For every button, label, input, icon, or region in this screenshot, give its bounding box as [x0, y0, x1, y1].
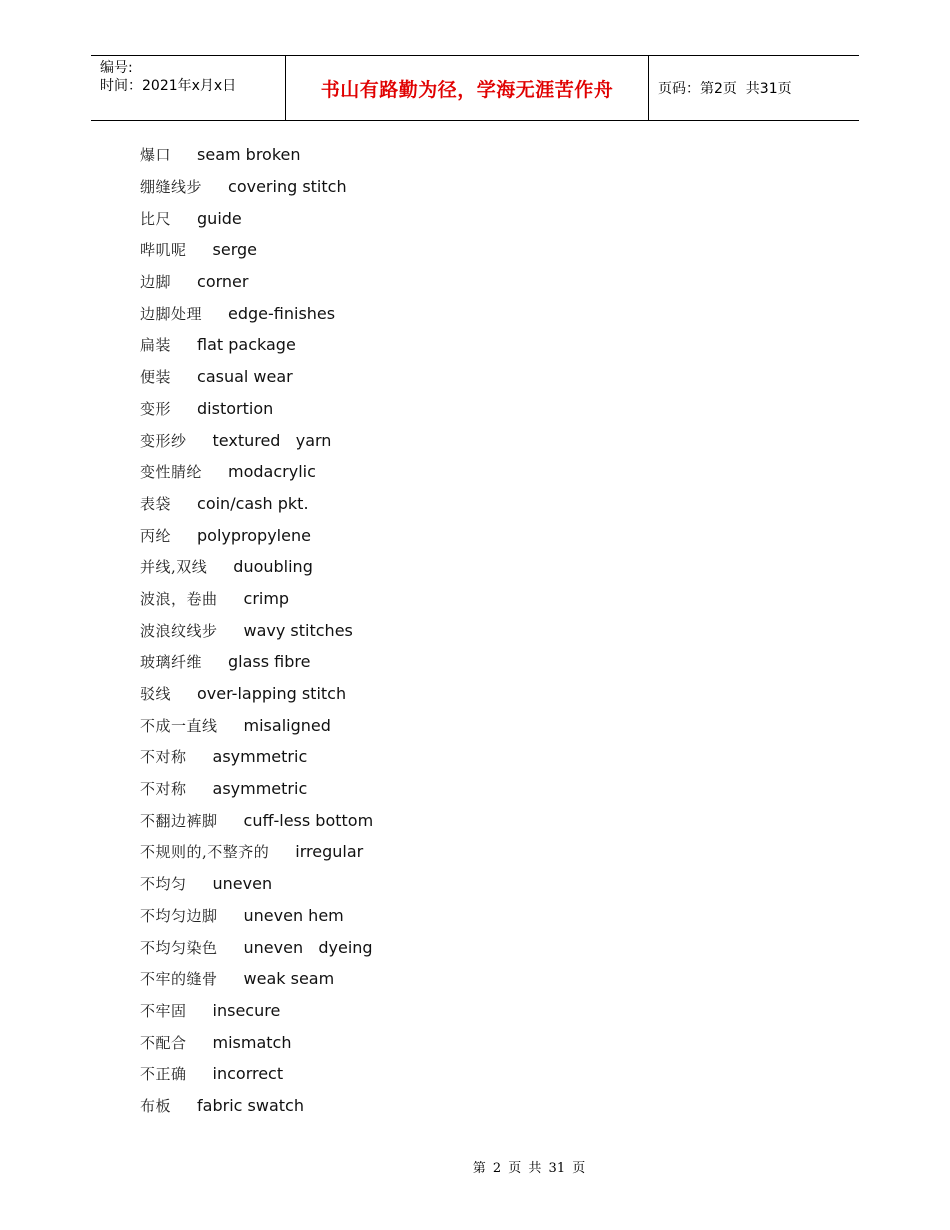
entry-english-term: corner: [197, 272, 249, 292]
entry-chinese-term: 不规则的,不整齐的: [140, 843, 270, 862]
header-page-info: [649, 56, 859, 120]
entry-english-term: seam broken: [197, 145, 301, 165]
glossary-entry: [140, 551, 373, 583]
glossary-entry: [140, 266, 373, 298]
glossary-entry: [140, 709, 373, 741]
glossary-entry: [140, 297, 373, 329]
entry-chinese-term: 不均匀: [140, 875, 187, 894]
glossary-entry: [140, 614, 373, 646]
entry-chinese-term: 便装: [140, 368, 172, 387]
glossary-entry: [140, 836, 373, 868]
entry-chinese-term: 驳线: [140, 685, 172, 704]
glossary-list: [140, 139, 373, 1121]
glossary-entry: [140, 963, 373, 995]
entry-chinese-term: 不正确: [140, 1065, 187, 1084]
entry-chinese-term: 边脚处理: [140, 304, 203, 323]
entry-chinese-term: 波浪，卷曲: [140, 589, 218, 608]
entry-english-term: uneven dyeing: [243, 937, 373, 957]
glossary-entry: [140, 171, 373, 203]
entry-chinese-term: 表袋: [140, 494, 172, 513]
entry-chinese-term: 边脚: [140, 273, 172, 292]
entry-english-term: guide: [197, 208, 242, 228]
entry-english-term: covering stitch: [228, 177, 347, 197]
entry-chinese-term: 哔叽呢: [140, 241, 187, 260]
glossary-entry: [140, 234, 373, 266]
entry-chinese-term: 布板: [140, 1096, 172, 1115]
entry-english-term: asymmetric: [212, 779, 308, 799]
entry-chinese-term: 不牢固: [140, 1001, 187, 1020]
glossary-entry: [140, 1026, 373, 1058]
glossary-entry: [140, 995, 373, 1027]
glossary-entry: [140, 202, 373, 234]
entry-chinese-term: 不配合: [140, 1033, 187, 1052]
entry-chinese-term: 不均匀边脚: [140, 906, 218, 925]
glossary-entry: [140, 868, 373, 900]
entry-chinese-term: 不成一直线: [140, 716, 218, 735]
entry-chinese-term: 丙纶: [140, 526, 172, 545]
glossary-entry: [140, 139, 373, 171]
entry-english-term: insecure: [212, 1000, 281, 1020]
entry-chinese-term: 变形: [140, 399, 172, 418]
entry-chinese-term: 不均匀染色: [140, 938, 218, 957]
header-meta: [91, 56, 286, 120]
page-info-text: 页码：第2页 共31页: [658, 81, 792, 97]
glossary-entry: [140, 1090, 373, 1122]
entry-english-term: modacrylic: [228, 462, 316, 482]
glossary-entry: [140, 1058, 373, 1090]
entry-english-term: textured yarn: [212, 430, 332, 450]
entry-english-term: polypropylene: [197, 525, 311, 545]
glossary-entry: [140, 804, 373, 836]
entry-english-term: over-lapping stitch: [197, 684, 347, 704]
entry-chinese-term: 不对称: [140, 748, 187, 767]
document-number-label: 编号:: [100, 60, 133, 76]
entry-english-term: irregular: [295, 842, 364, 862]
entry-chinese-term: 爆口: [140, 146, 172, 165]
glossary-entry: [140, 329, 373, 361]
glossary-entry: [140, 393, 373, 425]
entry-chinese-term: 比尺: [140, 209, 172, 228]
entry-chinese-term: 波浪纹线步: [140, 621, 218, 640]
glossary-entry: [140, 456, 373, 488]
glossary-entry: [140, 488, 373, 520]
entry-english-term: cuff-less bottom: [243, 810, 374, 830]
motto-text: 书山有路勤为径，学海无涯苦作舟: [320, 78, 614, 101]
glossary-entry: [140, 583, 373, 615]
page-footer: [0, 1157, 950, 1176]
entry-english-term: duoubling: [233, 557, 313, 577]
entry-english-term: asymmetric: [212, 747, 308, 767]
glossary-entry: [140, 741, 373, 773]
entry-chinese-term: 并线,双线: [140, 558, 208, 577]
entry-english-term: edge-finishes: [228, 303, 336, 323]
entry-english-term: crimp: [243, 588, 290, 608]
entry-chinese-term: 扁装: [140, 336, 172, 355]
entry-english-term: weak seam: [243, 969, 335, 989]
entry-english-term: uneven hem: [243, 905, 344, 925]
glossary-entry: [140, 646, 373, 678]
entry-english-term: mismatch: [212, 1032, 292, 1052]
header-motto: [286, 56, 649, 120]
entry-english-term: uneven: [212, 874, 273, 894]
document-time: 时间：2021年x月x日: [100, 78, 237, 94]
entry-chinese-term: 不牢的缝骨: [140, 970, 218, 989]
entry-chinese-term: 变形纱: [140, 431, 187, 450]
entry-english-term: glass fibre: [228, 652, 311, 672]
entry-english-term: serge: [212, 240, 257, 260]
entry-english-term: misaligned: [243, 715, 331, 735]
page-header: [91, 55, 859, 121]
entry-english-term: flat package: [197, 335, 296, 355]
entry-english-term: distortion: [197, 398, 274, 418]
entry-english-term: wavy stitches: [243, 620, 353, 640]
entry-chinese-term: 变性腈纶: [140, 463, 203, 482]
entry-chinese-term: 玻璃纤维: [140, 653, 203, 672]
entry-english-term: incorrect: [212, 1064, 284, 1084]
entry-chinese-term: 不对称: [140, 780, 187, 799]
glossary-entry: [140, 424, 373, 456]
glossary-entry: [140, 773, 373, 805]
entry-english-term: coin/cash pkt.: [197, 493, 309, 513]
entry-english-term: fabric swatch: [197, 1095, 304, 1115]
glossary-entry: [140, 361, 373, 393]
glossary-entry: [140, 900, 373, 932]
entry-chinese-term: 绷缝线步: [140, 178, 203, 197]
entry-english-term: casual wear: [197, 367, 293, 387]
footer-page-number: 第 2 页 共 31 页: [472, 1161, 586, 1176]
glossary-entry: [140, 931, 373, 963]
entry-chinese-term: 不翻边裤脚: [140, 811, 218, 830]
glossary-entry: [140, 519, 373, 551]
glossary-entry: [140, 678, 373, 710]
